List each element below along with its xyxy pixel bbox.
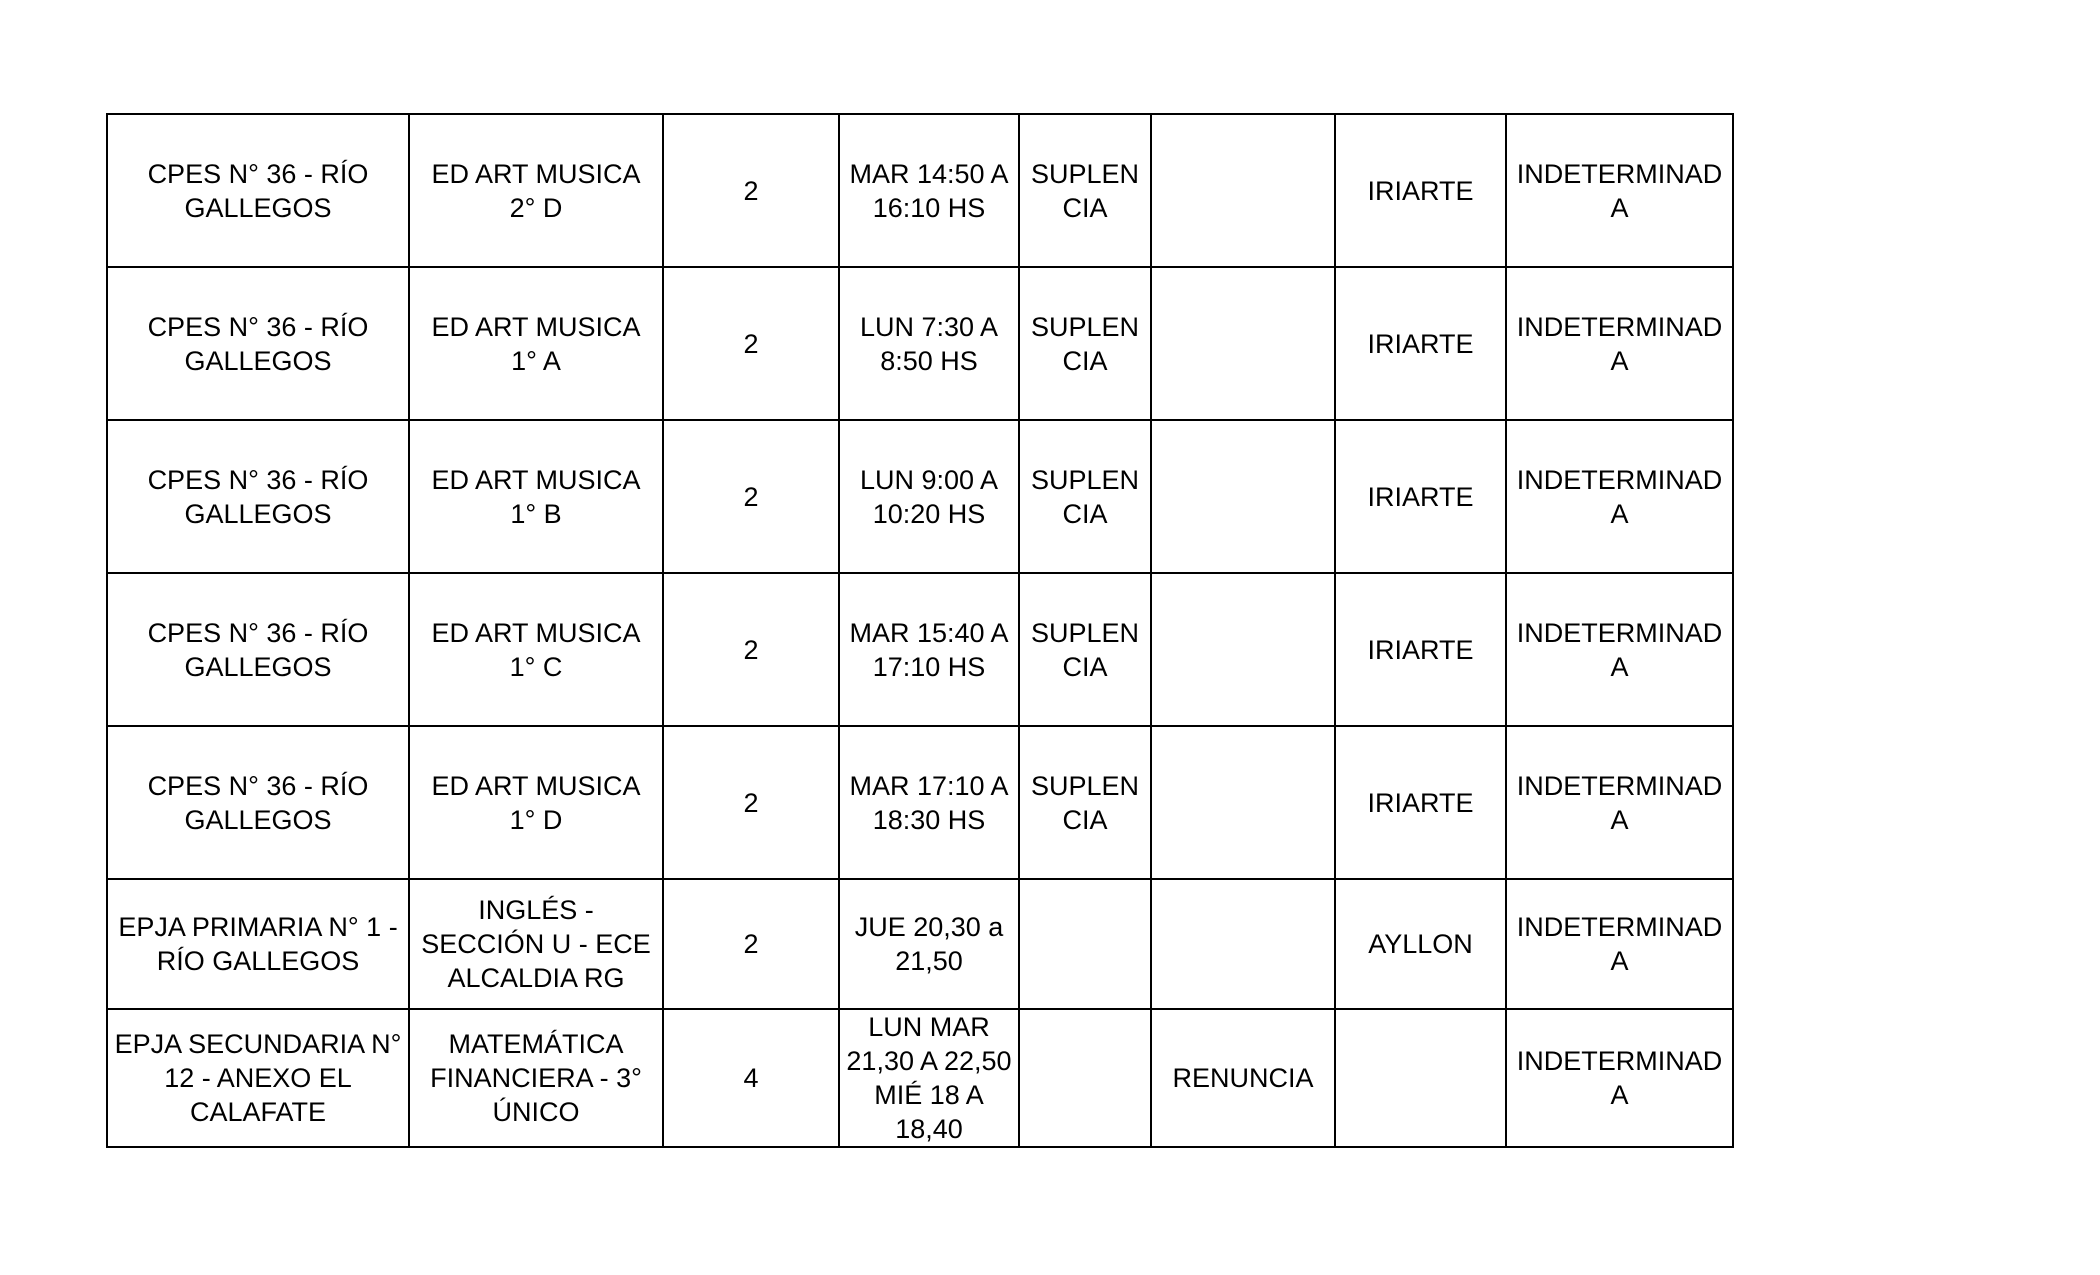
- cell-reason: [1151, 879, 1335, 1009]
- cell-hours: 4: [663, 1009, 839, 1147]
- cell-reason: [1151, 573, 1335, 726]
- cell-holder: [1335, 1009, 1506, 1147]
- cell-subject: ED ART MUSICA 1° D: [409, 726, 663, 879]
- cell-reason: [1151, 726, 1335, 879]
- cell-subject: ED ART MUSICA 2° D: [409, 114, 663, 267]
- cell-schedule: LUN 9:00 A 10:20 HS: [839, 420, 1019, 573]
- cell-schedule: MAR 15:40 A 17:10 HS: [839, 573, 1019, 726]
- cell-reason: [1151, 267, 1335, 420]
- cell-holder: IRIARTE: [1335, 420, 1506, 573]
- cell-subject: ED ART MUSICA 1° A: [409, 267, 663, 420]
- cell-duration: INDETERMINAD A: [1506, 267, 1733, 420]
- cell-duration: INDETERMINAD A: [1506, 726, 1733, 879]
- cell-type: SUPLEN CIA: [1019, 420, 1151, 573]
- cell-type: [1019, 879, 1151, 1009]
- cell-schedule: LUN MAR 21,30 A 22,50 MIÉ 18 A 18,40: [839, 1009, 1019, 1147]
- cell-school: CPES N° 36 - RÍO GALLEGOS: [107, 114, 409, 267]
- cell-subject: ED ART MUSICA 1° C: [409, 573, 663, 726]
- cell-duration: INDETERMINAD A: [1506, 114, 1733, 267]
- cell-schedule: LUN 7:30 A 8:50 HS: [839, 267, 1019, 420]
- cell-schedule: JUE 20,30 a 21,50: [839, 879, 1019, 1009]
- cell-holder: AYLLON: [1335, 879, 1506, 1009]
- cell-school: CPES N° 36 - RÍO GALLEGOS: [107, 573, 409, 726]
- cell-hours: 2: [663, 267, 839, 420]
- table-row: [107, 573, 1733, 726]
- schedule-table: [106, 113, 1734, 1148]
- cell-holder: IRIARTE: [1335, 267, 1506, 420]
- cell-school: CPES N° 36 - RÍO GALLEGOS: [107, 267, 409, 420]
- cell-reason: [1151, 420, 1335, 573]
- table-row: [107, 114, 1733, 267]
- table-row: [107, 879, 1733, 1009]
- cell-subject: INGLÉS - SECCIÓN U - ECE ALCALDIA RG: [409, 879, 663, 1009]
- cell-hours: 2: [663, 114, 839, 267]
- cell-type: SUPLEN CIA: [1019, 114, 1151, 267]
- cell-school: EPJA SECUNDARIA N° 12 - ANEXO EL CALAFATE: [107, 1009, 409, 1147]
- cell-hours: 2: [663, 879, 839, 1009]
- cell-type: SUPLEN CIA: [1019, 267, 1151, 420]
- table-row: [107, 726, 1733, 879]
- table-row: [107, 1009, 1733, 1147]
- cell-school: CPES N° 36 - RÍO GALLEGOS: [107, 420, 409, 573]
- cell-duration: INDETERMINAD A: [1506, 1009, 1733, 1147]
- cell-hours: 2: [663, 573, 839, 726]
- cell-type: SUPLEN CIA: [1019, 573, 1151, 726]
- cell-type: [1019, 1009, 1151, 1147]
- cell-duration: INDETERMINAD A: [1506, 879, 1733, 1009]
- cell-hours: 2: [663, 420, 839, 573]
- cell-reason: RENUNCIA: [1151, 1009, 1335, 1147]
- cell-schedule: MAR 17:10 A 18:30 HS: [839, 726, 1019, 879]
- table-row: [107, 420, 1733, 573]
- cell-school: EPJA PRIMARIA N° 1 - RÍO GALLEGOS: [107, 879, 409, 1009]
- cell-type: SUPLEN CIA: [1019, 726, 1151, 879]
- cell-holder: IRIARTE: [1335, 726, 1506, 879]
- cell-reason: [1151, 114, 1335, 267]
- cell-subject: MATEMÁTICA FINANCIERA - 3° ÚNICO: [409, 1009, 663, 1147]
- cell-holder: IRIARTE: [1335, 573, 1506, 726]
- cell-subject: ED ART MUSICA 1° B: [409, 420, 663, 573]
- cell-holder: IRIARTE: [1335, 114, 1506, 267]
- cell-schedule: MAR 14:50 A 16:10 HS: [839, 114, 1019, 267]
- cell-school: CPES N° 36 - RÍO GALLEGOS: [107, 726, 409, 879]
- cell-duration: INDETERMINAD A: [1506, 420, 1733, 573]
- cell-duration: INDETERMINAD A: [1506, 573, 1733, 726]
- cell-hours: 2: [663, 726, 839, 879]
- table-row: [107, 267, 1733, 420]
